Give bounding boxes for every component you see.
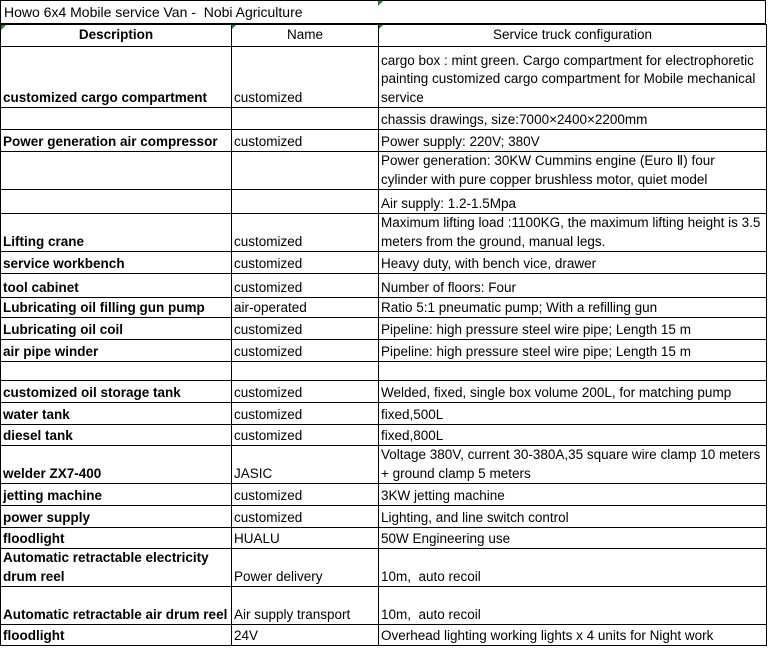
table-row [1,252,767,274]
table-row [1,274,767,298]
cell-configuration[interactable]: Voltage 380V, current 30-380A,35 square wire clamp 10 meters + ground clamp 5 meters [379,446,767,484]
cell-configuration[interactable]: Pipeline: high pressure steel wire pipe; Length 15 m [379,340,767,362]
cell-name[interactable]: customized [232,252,379,274]
table-row [1,362,767,381]
cell-name[interactable]: customized [232,214,379,252]
cell-configuration[interactable]: Number of floors: Four [379,274,767,298]
cell-description[interactable]: customized cargo compartment [1,47,232,108]
cell-configuration[interactable]: Air supply: 1.2-1.5Mpa [379,190,767,214]
cell-configuration[interactable]: Power supply: 220V; 380V [379,130,767,152]
cell-description[interactable]: tool cabinet [1,274,232,298]
cell-name[interactable]: 24V [232,625,379,646]
cell-description[interactable]: Power generation air compressor [1,130,232,152]
table-row [1,318,767,340]
cell-configuration[interactable]: chassis drawings, size:7000×2400×2200mm [379,108,767,130]
cell-name[interactable]: customized [232,506,379,528]
cell-name[interactable]: Power delivery [232,549,379,587]
cell-name[interactable]: customized [232,484,379,506]
table-row [1,484,767,506]
table-row [1,425,767,446]
table-row [1,108,767,130]
cell-description[interactable]: welder ZX7-400 [1,446,232,484]
table-row [1,528,767,549]
cell-name[interactable]: JASIC [232,446,379,484]
cell-description[interactable] [1,362,232,381]
cell-name[interactable]: Air supply transport [232,587,379,625]
cell-name[interactable]: customized [232,274,379,298]
cell-description[interactable]: Automatic retractable air drum reel [1,587,232,625]
cell-name[interactable]: customized [232,425,379,446]
cell-name[interactable]: customized [232,130,379,152]
header-name[interactable]: Name [232,25,379,47]
table-row [1,190,767,214]
sheet-title[interactable]: Howo 6x4 Mobile service Van - Nobi Agriculture [0,0,766,24]
cell-configuration[interactable]: Maximum lifting load :1100KG, the maximum lifting height is 3.5 meters from the ground, manual legs. [379,214,767,252]
table-row [1,130,767,152]
cell-description[interactable]: customized oil storage tank [1,381,232,403]
table-row [1,381,767,403]
cell-name[interactable]: customized [232,47,379,108]
header-row [1,25,767,47]
cell-name[interactable]: customized [232,318,379,340]
cell-description[interactable]: floodlight [1,625,232,646]
cell-name[interactable]: HUALU [232,528,379,549]
cell-name[interactable]: air-operated [232,298,379,318]
cell-description[interactable]: diesel tank [1,425,232,446]
cell-configuration[interactable]: 10m, auto recoil [379,587,767,625]
cell-name[interactable] [232,190,379,214]
table-row [1,47,767,108]
table-row [1,587,767,625]
cell-name[interactable] [232,362,379,381]
cell-configuration[interactable]: fixed,500L [379,403,767,425]
cell-configuration[interactable]: Lighting, and line switch control [379,506,767,528]
cell-description[interactable] [1,108,232,130]
cell-configuration[interactable]: Pipeline: high pressure steel wire pipe; Length 15 m [379,318,767,340]
table-row [1,214,767,252]
cell-configuration[interactable]: 50W Engineering use [379,528,767,549]
cell-configuration[interactable] [379,362,767,381]
header-configuration[interactable]: Service truck configuration [379,25,767,47]
cell-description[interactable] [1,152,232,190]
table-row [1,152,767,190]
cell-configuration[interactable]: 3KW jetting machine [379,484,767,506]
cell-name[interactable] [232,152,379,190]
cell-description[interactable]: jetting machine [1,484,232,506]
cell-configuration[interactable]: 10m, auto recoil [379,549,767,587]
cell-description[interactable]: floodlight [1,528,232,549]
cell-description[interactable] [1,190,232,214]
cell-configuration[interactable]: Heavy duty, with bench vice, drawer [379,252,767,274]
cell-description[interactable]: Lubricating oil coil [1,318,232,340]
cell-description[interactable]: water tank [1,403,232,425]
cell-description[interactable]: Lubricating oil filling gun pump [1,298,232,318]
cell-configuration[interactable]: Overhead lighting working lights x 4 units for Night work [379,625,767,646]
table-row [1,340,767,362]
table-row [1,549,767,587]
table-row [1,446,767,484]
cell-name[interactable] [232,108,379,130]
table-row [1,298,767,318]
cell-configuration[interactable]: Power generation: 30KW Cummins engine (Euro Ⅱ) four cylinder with pure copper brushless motor, quiet model [379,152,767,190]
header-description[interactable]: Description [1,25,232,47]
comment-marker-icon [378,1,383,6]
cell-description[interactable]: service workbench [1,252,232,274]
cell-configuration[interactable]: fixed,800L [379,425,767,446]
cell-configuration[interactable]: Ratio 5:1 pneumatic pump; With a refilling gun [379,298,767,318]
cell-configuration[interactable]: Welded, fixed, single box volume 200L, for matching pump [379,381,767,403]
cell-name[interactable]: customized [232,381,379,403]
cell-description[interactable]: Lifting crane [1,214,232,252]
cell-description[interactable]: air pipe winder [1,340,232,362]
table-row [1,506,767,528]
cell-name[interactable]: customized [232,403,379,425]
cell-description[interactable]: Automatic retractable electricity drum reel [1,549,232,587]
config-table [0,24,767,646]
cell-configuration[interactable]: cargo box : mint green. Cargo compartment for electrophoretic painting customized cargo compartment for Mobile mechanical service [379,47,767,108]
cell-description[interactable]: power supply [1,506,232,528]
table-row [1,403,767,425]
table-row [1,625,767,646]
cell-name[interactable]: customized [232,340,379,362]
